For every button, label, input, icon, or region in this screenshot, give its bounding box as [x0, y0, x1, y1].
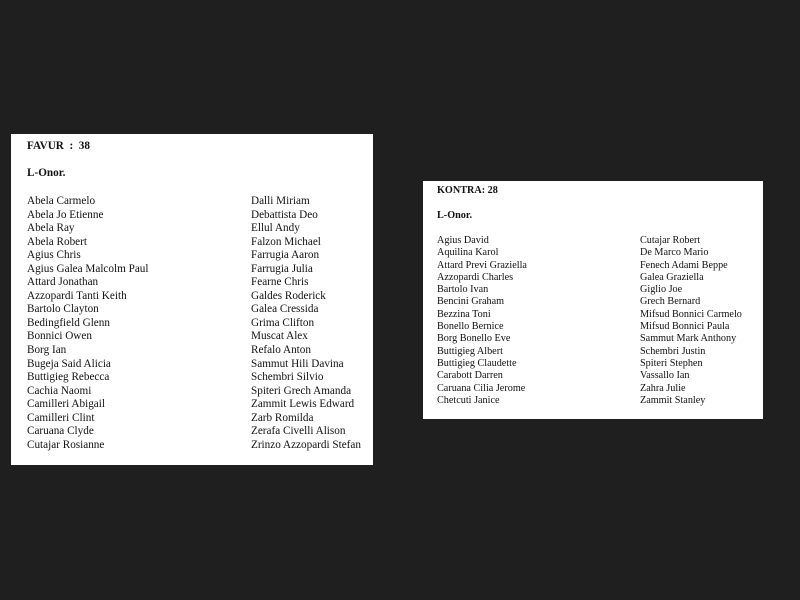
favur-name: Zammit Lewis Edward	[251, 398, 355, 411]
kontra-name: Bonello Bernice	[437, 321, 504, 333]
kontra-name: Azzopardi Charles	[437, 271, 514, 283]
kontra-name: Chetcuti Janice	[437, 394, 500, 406]
favur-name: Attard Jonathan	[27, 276, 99, 289]
favur-name: Zerafa Civelli Alison	[251, 425, 346, 438]
favur-name: Zrinzo Azzopardi Stefan	[251, 438, 361, 451]
favur-name: Galea Cressida	[251, 303, 319, 316]
favur-name: Azzopardi Tanti Keith	[27, 289, 127, 302]
favur-name: Bartolo Clayton	[27, 303, 99, 316]
kontra-name: Mifsud Bonnici Paula	[640, 321, 730, 333]
kontra-name: Zammit Stanley	[640, 394, 706, 406]
favur-name: Dalli Miriam	[251, 195, 310, 207]
favur-subheading: L-Onor.	[27, 167, 66, 179]
kontra-names-column-2	[640, 235, 742, 407]
favur-name: Cachia Naomi	[27, 384, 92, 397]
favur-name: Cutajar Rosianne	[27, 438, 105, 451]
favur-name: Agius Galea Malcolm Paul	[27, 262, 149, 275]
favur-name: Camilleri Clint	[27, 411, 95, 424]
kontra-name: Vassallo Ian	[640, 370, 690, 382]
kontra-name: Caruana Cilia Jerome	[437, 382, 526, 394]
favur-names-column-1	[27, 195, 148, 452]
favur-name: Fearne Chris	[251, 276, 309, 289]
favur-name: Camilleri Abigail	[27, 398, 105, 411]
kontra-name: Grech Bernard	[640, 296, 701, 308]
kontra-name: Schembri Justin	[640, 345, 706, 357]
favur-name: Agius Chris	[27, 249, 81, 262]
favur-name: Falzon Michael	[251, 235, 321, 248]
kontra-name: Giglio Joe	[640, 284, 683, 296]
favur-name: Farrugia Julia	[251, 262, 313, 275]
favur-name: Abela Jo Etienne	[27, 208, 104, 221]
favur-names-column-2	[251, 195, 361, 452]
kontra-name: Aquilina Karol	[437, 247, 499, 259]
kontra-name: Buttigieg Albert	[437, 345, 503, 357]
favur-name: Grima Clifton	[251, 316, 315, 329]
favur-name: Zarb Romilda	[251, 411, 314, 424]
kontra-name: Carabott Darren	[437, 370, 503, 382]
favur-name: Abela Carmelo	[27, 195, 96, 207]
favur-name: Muscat Alex	[251, 330, 308, 343]
favur-name: Spiteri Grech Amanda	[251, 384, 352, 397]
favur-name: Galdes Roderick	[251, 289, 326, 302]
favur-name: Caruana Clyde	[27, 425, 94, 438]
kontra-name: Attard Previ Graziella	[437, 259, 527, 271]
kontra-name: Bencini Graham	[437, 296, 505, 308]
kontra-name: Spiteri Stephen	[640, 357, 703, 369]
kontra-name: Agius David	[437, 235, 489, 246]
favur-name: Bedingfield Glenn	[27, 316, 110, 329]
kontra-name: Sammut Mark Anthony	[640, 333, 737, 345]
kontra-heading: KONTRA: 28	[437, 185, 498, 196]
favur-name: Farrugia Aaron	[251, 249, 320, 262]
favur-name: Borg Ian	[27, 344, 67, 357]
kontra-name: Fenech Adami Beppe	[640, 259, 728, 271]
kontra-name: Cutajar Robert	[640, 235, 701, 246]
favur-name: Ellul Andy	[251, 222, 300, 235]
favur-name: Refalo Anton	[251, 344, 311, 357]
favur-name: Debattista Deo	[251, 208, 318, 221]
favur-name: Abela Ray	[27, 222, 75, 235]
kontra-name: De Marco Mario	[640, 247, 709, 259]
kontra-name: Borg Bonello Eve	[437, 333, 511, 345]
favur-sheet	[11, 134, 373, 465]
kontra-name: Bartolo Ivan	[437, 284, 489, 296]
kontra-names-column-1	[437, 235, 527, 407]
kontra-name: Galea Graziella	[640, 271, 704, 283]
favur-heading: FAVUR : 38	[27, 140, 90, 152]
favur-name: Bonnici Owen	[27, 330, 92, 343]
kontra-name: Buttigieg Claudette	[437, 357, 517, 369]
favur-name: Abela Robert	[27, 235, 87, 248]
kontra-name: Bezzina Toni	[437, 308, 491, 320]
favur-name: Bugeja Said Alicia	[27, 357, 111, 370]
favur-name: Schembri Silvio	[251, 371, 324, 384]
kontra-name: Mifsud Bonnici Carmelo	[640, 308, 742, 320]
favur-name: Sammut Hili Davina	[251, 357, 344, 370]
kontra-subheading: L-Onor.	[437, 210, 473, 221]
kontra-sheet	[423, 181, 763, 419]
favur-name: Buttigieg Rebecca	[27, 371, 110, 384]
kontra-name: Zahra Julie	[640, 382, 686, 394]
